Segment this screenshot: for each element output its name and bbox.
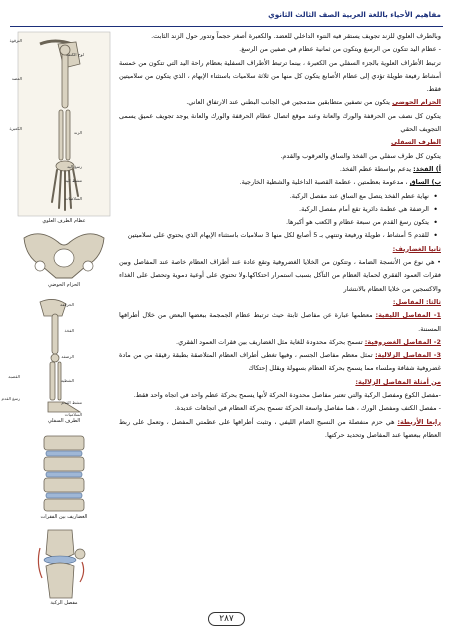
synovial-examples-heading: من أمثلة المفاصل الزلالية:: [355, 377, 441, 386]
leg-label-tibia: القصبة: [8, 374, 20, 379]
leg-label-patella: الرضفة: [61, 354, 74, 359]
paragraph-synovial-joints: [119, 349, 441, 376]
leg-skeleton-illustration: [1, 296, 118, 418]
leg-caption: الطرف السفلي: [47, 418, 81, 424]
synovial-joints-text: تمثل معظم مفاصل الجسم ، وفيها تغطى أطراف العظام المتلاصقة بطبقة رقيقة من من مادة غضروفية شفافة وملساء مما يسمح بحركة العظام بسهولة ويقلل إحتكاك: [119, 351, 441, 373]
leg-label: ب) الساق: [409, 178, 441, 187]
paragraph-pelvic-girdle: [119, 96, 441, 109]
paragraph-pelvis-halves: يتكون كل نصف من الحرقفة والورك والعانة وعند موقع اتصال عظام الحرقفة والورك والعانة يوجد تجويف عميق يسمى التجويف الحقي: [119, 111, 441, 134]
arm-caption: عظام الطرف العلوي: [42, 218, 86, 224]
arm-label-clavicle: الترقوة: [9, 38, 22, 43]
paragraph-cartilaginous-joints: [119, 336, 441, 349]
cartilaginous-joints-text: تسمح بحركة محدودة للغاية مثل الغضاريف بين فقرات العمود الفقري.: [176, 337, 365, 346]
spine-figure: [10, 432, 118, 522]
paragraph-leg: [119, 176, 441, 189]
header-title: مفاهيم الأحياء باللغة العربية الصف الثالث الثانوي: [268, 10, 441, 19]
joints-heading: ثالثا: المفاصل:: [392, 297, 441, 306]
pelvis-illustration: [10, 228, 118, 282]
paragraph-ulna: وبالطرف العلوي للزند تجويف يستقر فيه النتوء الداخلي للعضد. والكعبرة أصغر حجماً وتدور حول الزند الثابت.: [151, 32, 441, 40]
list-item: • نهاية عظم الفخذ يتصل مع الساق عند مفصل الركبة.: [119, 190, 429, 203]
pelvis-heading: الحزام الحوضي: [392, 98, 441, 107]
figure-column: [1, 30, 118, 610]
page-number: [0, 612, 453, 626]
cartilage-heading: ثانيا الغضاريف:: [392, 244, 441, 253]
leg-label-tarsals: رسغ القدم: [1, 396, 20, 401]
list-item: • للقدم 5 أمشاط ، طويلة ورفيعة وتنتهي بـ 5 أصابع لكل منها 3 سلاميات باستثناء الإبهام الذي يحتوي على سلاميتين: [119, 229, 429, 242]
list-item: • الرضفة هي عظمة دائرية تقع أمام مفصل الركبة.: [119, 203, 429, 216]
leg-label-ilium: الحرقفة: [60, 302, 74, 307]
ligaments-text: هي حزم منفصلة من النسيج الضام الليفي ، وتثبت أطرافها على عظمتي المفصل ، وتعمل على ربط العظام ببعضها عند المفاصل وتحديد حركتها.: [119, 417, 441, 439]
knee-joint-illustration: [10, 528, 118, 600]
spine-caption: الغضاريف بين الفقرات: [40, 514, 88, 520]
knee-figure: [10, 528, 118, 608]
femur-text: يدعم بواسطة عظم الفخذ.: [339, 164, 414, 173]
fibrous-joints-text: معظمها عبارة عن مفاصل ثابتة حيث ترتبط عظام الجمجمة ببعضها البعض من خلال أطرافها المسننة.: [119, 311, 441, 333]
paragraph-fibrous-joints: [119, 309, 441, 336]
synovial-joints-label: 3- المفاصل الزلالية:: [375, 351, 441, 360]
paragraph-femur: [119, 163, 441, 176]
arm-label-radius: الكعبرة: [9, 126, 22, 131]
ligaments-heading: رابعا الأربطة:: [397, 417, 441, 426]
fibrous-joints-label: 1- المفاصل الليفية:: [375, 311, 441, 320]
paragraph-ligaments: [119, 416, 441, 443]
paragraph-example-elbow-knee: -مفصل الكوع ومفصل الركبة والتي تعتبر مفاصل محدودة الحركة لأنها يسمح بحركة عظم واحد في اتجاه واحد فقط.: [133, 391, 441, 400]
page-number-value: ٢٨٧: [208, 612, 245, 626]
arm-figure: [10, 30, 118, 225]
paragraph-cartilage: • هي نوع من الأنسجة الضامة ، وتتكون من الخلايا الغضروفية وتقع عادة عند أطراف العظام خاصة عند المفاصل وبين فقرات العمود الفقري لحماية العظام من التآكل بسبب استمرار احتكاكها.ولا تحتوي على أوعية دموية وتحصل على الغذاء والاكسجين من خلايا العظام بالانتشار: [119, 258, 441, 293]
leg-label-femur: الفخذ: [64, 328, 74, 333]
arm-label-ulna: الزند: [73, 130, 82, 135]
paragraph-hand-bones: - عظام اليد تتكون من الرسغ ويتكون من ثمانية عظام في صفين من الرسغ.: [239, 45, 441, 54]
leg-label-phalanges: السلاميات: [64, 412, 82, 417]
cartilaginous-joints-label: 2- المفاصل الغضروفية:: [364, 337, 441, 346]
leg-text: ، مدعومة بعظمتين ، عظمة القصبة الداخلية والشظية الخارجية.: [239, 178, 410, 187]
pelvis-text: يتكون من نصفين متطابقين مندمجين في الجانب البطني عند الارتفاق العاني.: [186, 98, 393, 107]
arm-label-scapula: لوح الكتف: [66, 52, 84, 57]
knee-caption: مفصل الركبة: [50, 600, 78, 606]
leg-figure: [1, 296, 118, 426]
paragraph-limb-attachment: ترتبط الأطراف العلوية بالجزء السفلي من الكعبرة ، بينما ترتبط الأطراف السفلية بعظام راحة اليد التي تتكون من خمسة أمشاط رفيعة طويلة تؤدي إلى عظام الأصابع يتكون كل منها من ثلاثة سلاميات باستثناء الإبهام ، الذي يتكون من سلاميتين فقط.: [119, 58, 441, 94]
main-content: [119, 30, 441, 442]
paragraph-lower-limb: يتكون كل طرف سفلي من الفخذ والساق والعرقوب والقدم.: [280, 151, 441, 160]
list-item: • يتكون رسغ القدم من سبعة عظام و الكعب هو أكبرها.: [119, 216, 429, 229]
arm-label-metacarpals: مشط اليد: [64, 178, 82, 183]
arm-label-humerus: العضد: [11, 76, 22, 81]
leg-bullet-list: [119, 190, 441, 243]
lower-limb-heading: الطرف السفلي: [390, 138, 441, 147]
pelvis-figure: [10, 228, 118, 290]
leg-label-fibula: الشظية: [60, 378, 74, 383]
femur-label: أ) الفخذ:: [413, 164, 441, 173]
leg-label-metatarsals: مشط القدم: [61, 400, 82, 405]
pelvis-caption: الحزام الحوضي: [47, 282, 81, 288]
page-header: [10, 10, 443, 27]
spine-cartilage-illustration: [10, 432, 118, 514]
arm-skeleton-illustration: [10, 30, 118, 218]
paragraph-example-shoulder-hip: - مفصل الكتف ومفصل الورك ، هما مفاصل واسعة الحركة تسمح بحركة العظام في اتجاهات عديدة.: [174, 404, 441, 413]
arm-label-phalanges: السلاميات: [64, 196, 82, 201]
arm-label-carpals: رسغ اليد: [67, 164, 82, 169]
